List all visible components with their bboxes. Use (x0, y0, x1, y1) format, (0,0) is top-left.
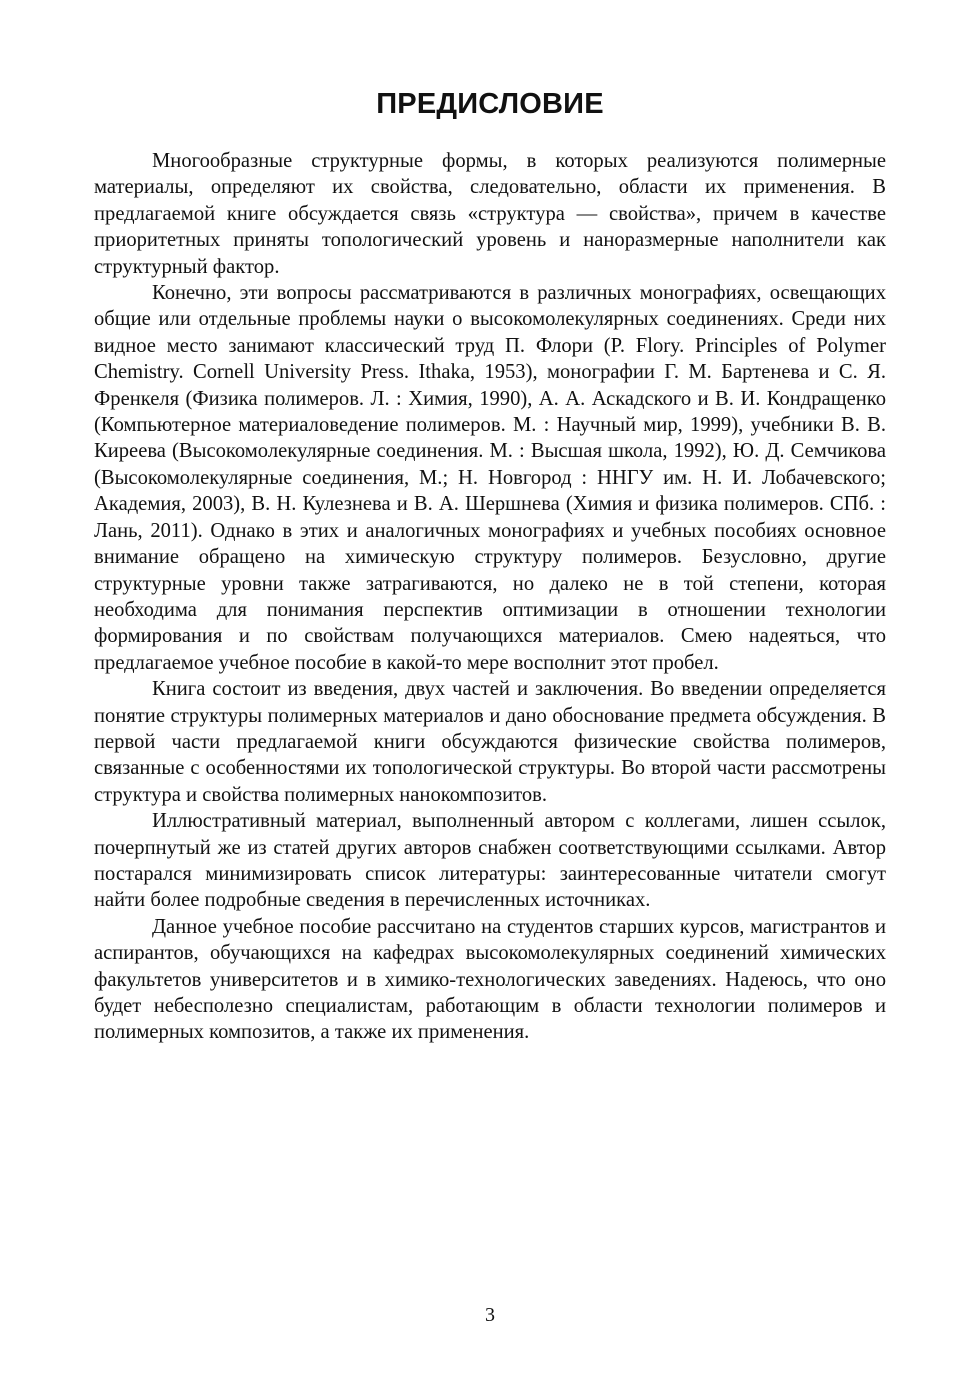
body-text (94, 148, 886, 1046)
paragraph-5: Данное учебное пособие рассчитано на студентов старших курсов, магистрантов и аспирантов, обучающихся на кафедрах высокомолекулярных соединений химических факультетов университетов и в химико-технологических заведениях. Надеюсь, что оно будет небесполезно специалистам, работающим в области технологии полимеров и полимерных композитов, а также их применения. (94, 915, 886, 1044)
paragraph-3: Книга состоит из введения, двух частей и заключения. Во введении определяется понятие структуры полимерных материалов и дано обоснование предмета обсуждения. В первой части предлагаемой книги обсуждаются физические свойства полимеров, связанные с особенностями их топологической структуры. Во второй части рассмотрены структура и свойства полимерных нанокомпозитов. (94, 678, 886, 806)
paragraph-1: Многообразные структурные формы, в которых реализуются полимерные материалы, определяют их свойства, следовательно, области их применения. В предлагаемой книге обсуждается связь «структура — свойства», причем в качестве приоритетных приняты топологический уровень и наноразмерные наполнители как структурный фактор. (94, 150, 886, 278)
page-number: 3 (485, 1304, 495, 1326)
page-title: ПРЕДИСЛОВИЕ (376, 88, 604, 120)
paragraph-4: Иллюстративный материал, выполненный автором с коллегами, лишен ссылок, почерпнутый же из статей других авторов снабжен соответствующими ссылками. Автор постарался минимизировать список литературы: заинтересованные читатели смогут найти более подробные сведения в перечисленных источниках. (94, 810, 886, 912)
paragraph-2: Конечно, эти вопросы рассматриваются в различных монографиях, освещающих общие или отдельные проблемы науки о высокомолекулярных соединениях. Среди них видное место занимают классический труд П. Флори (P. Flory. Principles of Polymer Chemistry. Cornell University Press. Ithaka, 1953), монографии Г. М. Бартенева и С. Я. Френкеля (Физика полимеров. Л. : Химия, 1990), А. А. Аскадского и В. И. Кондращенко (Компьютерное материаловедение полимеров. М. : Научный мир, 1999), учебники В. В. Киреева (Высокомолекулярные соединения. М. : Высшая школа, 1992), Ю. Д. Семчикова (Высокомолекулярные соединения, М.; Н. Новгород : ННГУ им. Н. И. Лобачевского; Академия, 2003), В. Н. Кулезнева и В. А. Шершнева (Химия и физика полимеров. СПб. : Лань, 2011). Однако в этих и аналогичных монографиях и учебных пособиях основное внимание обращено на химическую структуру полимеров. Безусловно, другие структурные уровни также затрагиваются, но далеко не в той степени, которая необходима для понимания перспектив оптимизации в отношении технологии формирования и по свойствам получающихся материалов. Смею надеяться, что предлагаемое учебное пособие в какой-то мере восполнит этот пробел. (94, 282, 886, 674)
